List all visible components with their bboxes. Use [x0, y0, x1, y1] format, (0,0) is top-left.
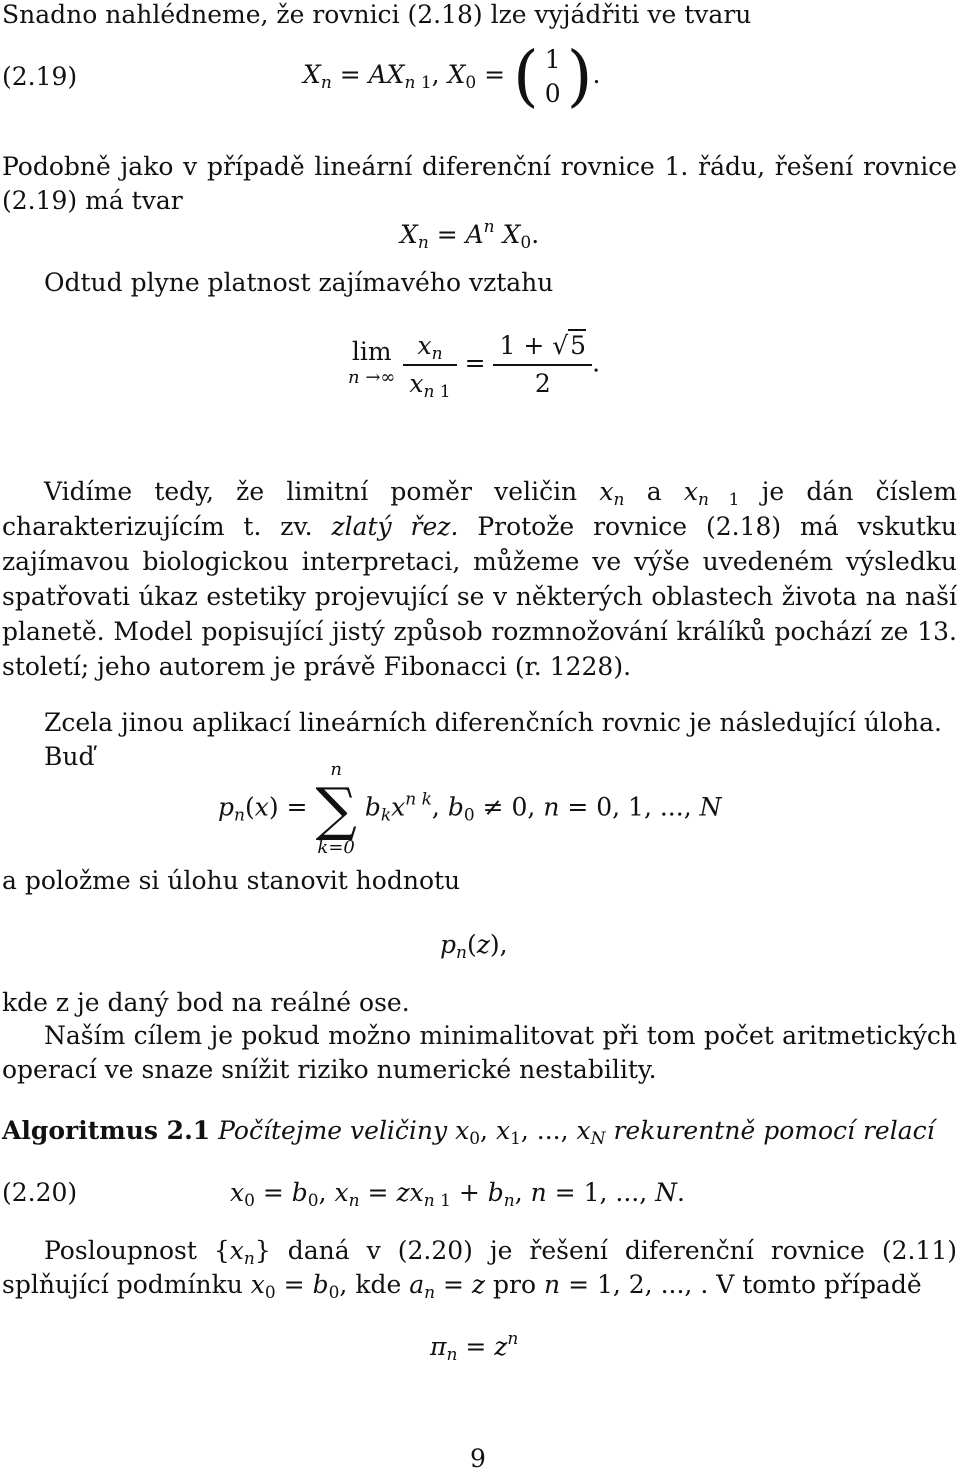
equation-2-20: $x_0 = b_0$, $x_n = zx_{n 1} + b_n$, n = 1, ..., N.: [230, 1178, 685, 1211]
paragraph-hence: Odtud plyne platnost zajímavého vztahu: [44, 268, 554, 297]
equation-2-19: $X_n = AX_{n 1}$, $X_0$ = ( 1 0).: [303, 37, 601, 115]
equation-label-2-19: (2.19): [2, 62, 78, 91]
paragraph-intro: Snadno nahlédneme, že rovnici (2.18) lze vyjádřiti ve tvaru: [2, 0, 752, 29]
equation-pi: $\pi_n = z^n$: [430, 1329, 519, 1365]
algorithm-label: Algoritmus 2.1: [2, 1116, 211, 1145]
equation-polynomial: $p_n(x)$ = n ∑ k=0 $b_kx^{n k}$, $b_0 \ne 0$, n = 0, 1, ..., N: [218, 759, 722, 858]
paragraph-golden-ratio: Vidíme tedy, že limitní poměr veličin $x_n$ a $x_{n 1}$ je dán číslem charakterizujícím t. zv. zlatý řez. Protože rovnice (2.18) má vskutku zajímavou biologickou interpretaci, můžeme ve výše uvedeném výsledku spatřovati úkaz estetiky projevující se v některých oblastech života na naší planetě. Model popisující jistý způsob rozmnožování králíků pochází ze 13. století; jeho autorem je právě Fibonacci (r. 1228).: [2, 477, 958, 681]
equation-solution: $X_n = A^n$ $X_0$.: [400, 217, 540, 253]
word-bud: Buď: [44, 742, 95, 771]
page-number: 9: [470, 1444, 486, 1473]
paragraph-application: Zcela jinou aplikací lineárních diferenčních rovnic je následující úloha.: [44, 708, 942, 737]
equation-label-2-20: (2.20): [2, 1178, 78, 1207]
paragraph-goal: Naším cílem je pokud možno minimalitovat při tom počet aritmetických operací ve snaze snížit riziko numerické nestability.: [2, 1021, 957, 1084]
paragraph-z-point: kde z je daný bod na reálné ose.: [2, 988, 410, 1017]
algorithm-2-1: Algoritmus 2.1 Počítejme veličiny $x_0$, $x_1$, ..., $x_N$ rekurentně pomocí relací: [2, 1116, 935, 1149]
paragraph-task: a položme si úlohu stanovit hodnotu: [2, 866, 461, 895]
golden-ratio-term: zlatý řez.: [331, 512, 459, 541]
paragraph-sequence: Posloupnost $\{x_n\}$ daná v (2.20) je řešení diferenční rovnice (2.11) splňující podmínku $x_0 = b_0$, kde $a_n = z$ pro n = 1, 2, ..., . V tomto případě: [2, 1236, 957, 1303]
equation-limit: lim n →∞ $\frac{x_n}{x_{n 1}}$ = $\frac{1 + √5}{2}$ .: [348, 328, 600, 402]
paragraph-similar: Podobně jako v případě lineární diferenční rovnice 1. řádu, řešení rovnice (2.19) má tvar: [2, 152, 957, 215]
equation-pnz: $p_n(z)$,: [440, 930, 508, 963]
